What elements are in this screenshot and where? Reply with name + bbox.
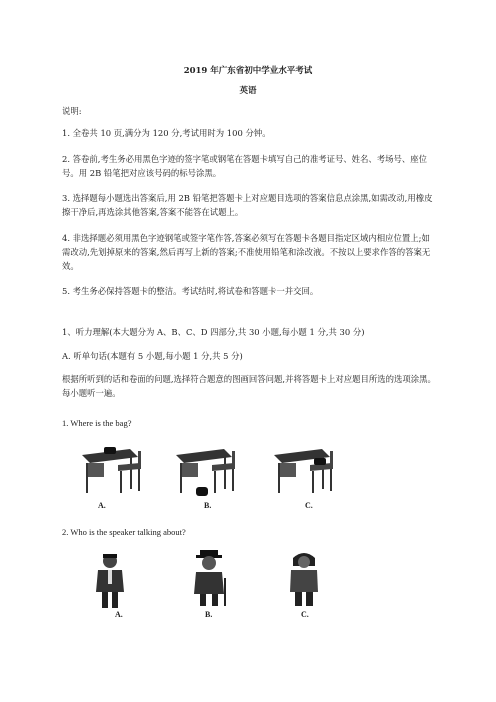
question-2-option-a-image[interactable] [92, 552, 128, 610]
question-1-option-c-label: C. [305, 501, 313, 510]
question-2-option-a-label: A. [115, 610, 123, 619]
note-item-3: 3. 选择题每小题选出答案后,用 2B 铅笔把答题卡上对应题目选项的答案信息点涂黑,如需改动,用橡皮擦干净后,再选涂其他答案,答案不能答在试题上。 [62, 193, 433, 217]
part-a-heading: A. 听单句话(本题有 5 小题,每小题 1 分,共 5 分) [62, 351, 243, 361]
note-item-1: 1. 全卷共 10 页,满分为 120 分,考试用时为 100 分钟。 [62, 128, 271, 138]
question-2-text: 2. Who is the speaker talking about? [62, 527, 186, 537]
notes-heading: 说明: [62, 106, 82, 116]
note-item-4: 4. 非选择题必须用黑色字迹钢笔或签字笔作答,答案必须写在答题卡各题目指定区域内相应位置上;如需改动,先划掉原来的答案,然后再写上新的答案;不准使用铅笔和涂改液。不按以上要求作答的答案无效。 [62, 233, 431, 271]
section-heading: 1、听力理解(本大题分为 A、B、C、D 四部分,共 30 小题,每小题 1 分,共 30 分) [62, 327, 365, 337]
question-1-option-b-image[interactable] [172, 443, 244, 501]
question-1-option-b-label: B. [204, 501, 212, 510]
question-1-option-a-image[interactable] [78, 443, 150, 501]
note-item-2: 2. 答卷前,考生务必用黑色字迹的签字笔或钢笔在答题卡填写自己的准考证号、姓名、考场号、座位号。用 2B 铅笔把对应该号码的标号涂黑。 [62, 154, 428, 178]
exam-title: 2019 年广东省初中学业水平考试 [183, 66, 313, 76]
question-2-option-c-image[interactable] [285, 550, 323, 608]
note-item-5: 5. 考生务必保持答题卡的整洁。考试结时,将试卷和答题卡一并交回。 [62, 286, 319, 296]
question-2-option-b-image[interactable] [188, 548, 230, 608]
question-2-option-c-label: C. [301, 610, 309, 619]
question-1-text: 1. Where is the bag? [62, 418, 132, 428]
question-2-option-b-label: B. [205, 610, 213, 619]
exam-subject: 英语 [239, 86, 257, 96]
question-1-option-a-label: A. [98, 501, 106, 510]
part-a-instruction: 根据所听到的话和卷面的问题,选择符合题意的图画回答问题,并将答题卡上对应题目所选的选项涂黑。每小题听一遍。 [62, 374, 436, 398]
question-1-option-c-image[interactable] [270, 443, 342, 501]
